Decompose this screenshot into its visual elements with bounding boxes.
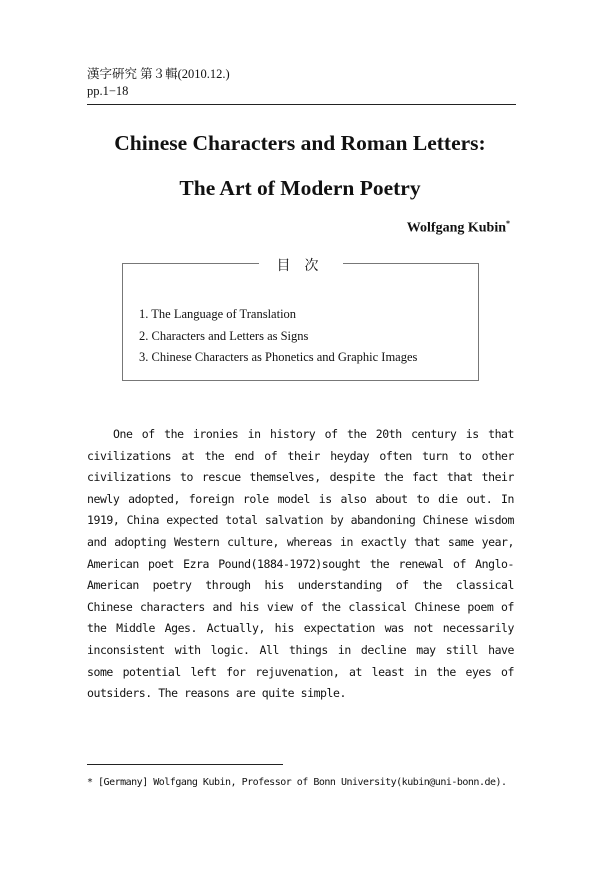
header-rule xyxy=(87,104,516,105)
table-of-contents xyxy=(122,259,479,381)
author-footnote-mark: * xyxy=(506,219,510,228)
author-byline xyxy=(407,219,510,237)
footnote-rule xyxy=(87,764,283,765)
toc-list xyxy=(139,304,417,369)
toc-item: 2. Characters and Letters as Signs xyxy=(139,328,309,343)
author-name: Wolfgang Kubin xyxy=(406,220,506,236)
title-line-2: The Art of Modern Poetry xyxy=(179,176,421,200)
body-paragraph: One of the ironies in history of the 20th century is that civilizations at the end of their heyday often turn to other civilizations to rescue themselves, despite the fact that their newly adopted, foreign role model is also about to die out. In 1919, China expected total salvation by abandoning Chinese wisdom and adopting Western culture, whereas in exactly that same year, American poet Ezra Pound(1884-1972)sought the renewal of Anglo-American poetry through his understanding of the classical Chinese characters and his view of the classical Chinese poem of the Middle Ages. Actually, his expectation was not necessarily inconsistent with logic. All things in decline may still have some potential left for rejuvenation, at least in the eyes of outsiders. The reasons are quite simple. xyxy=(87,427,514,701)
body-text xyxy=(87,424,514,705)
journal-header xyxy=(87,66,230,100)
toc-item: 3. Chinese Characters as Phonetics and Graphic Images xyxy=(139,350,418,364)
toc-heading: 目次 xyxy=(259,259,343,274)
toc-item: 1. The Language of Translation xyxy=(139,307,297,321)
journal-citation: 漢字硏究 第３輯(2010.12.) xyxy=(87,67,230,81)
page-range: pp.1−18 xyxy=(87,84,129,98)
title-line-1: Chinese Characters and Roman Letters: xyxy=(114,131,486,155)
footnote: * [Germany] Wolfgang Kubin, Professor of Bonn University(kubin@uni-bonn.de). xyxy=(87,777,507,788)
